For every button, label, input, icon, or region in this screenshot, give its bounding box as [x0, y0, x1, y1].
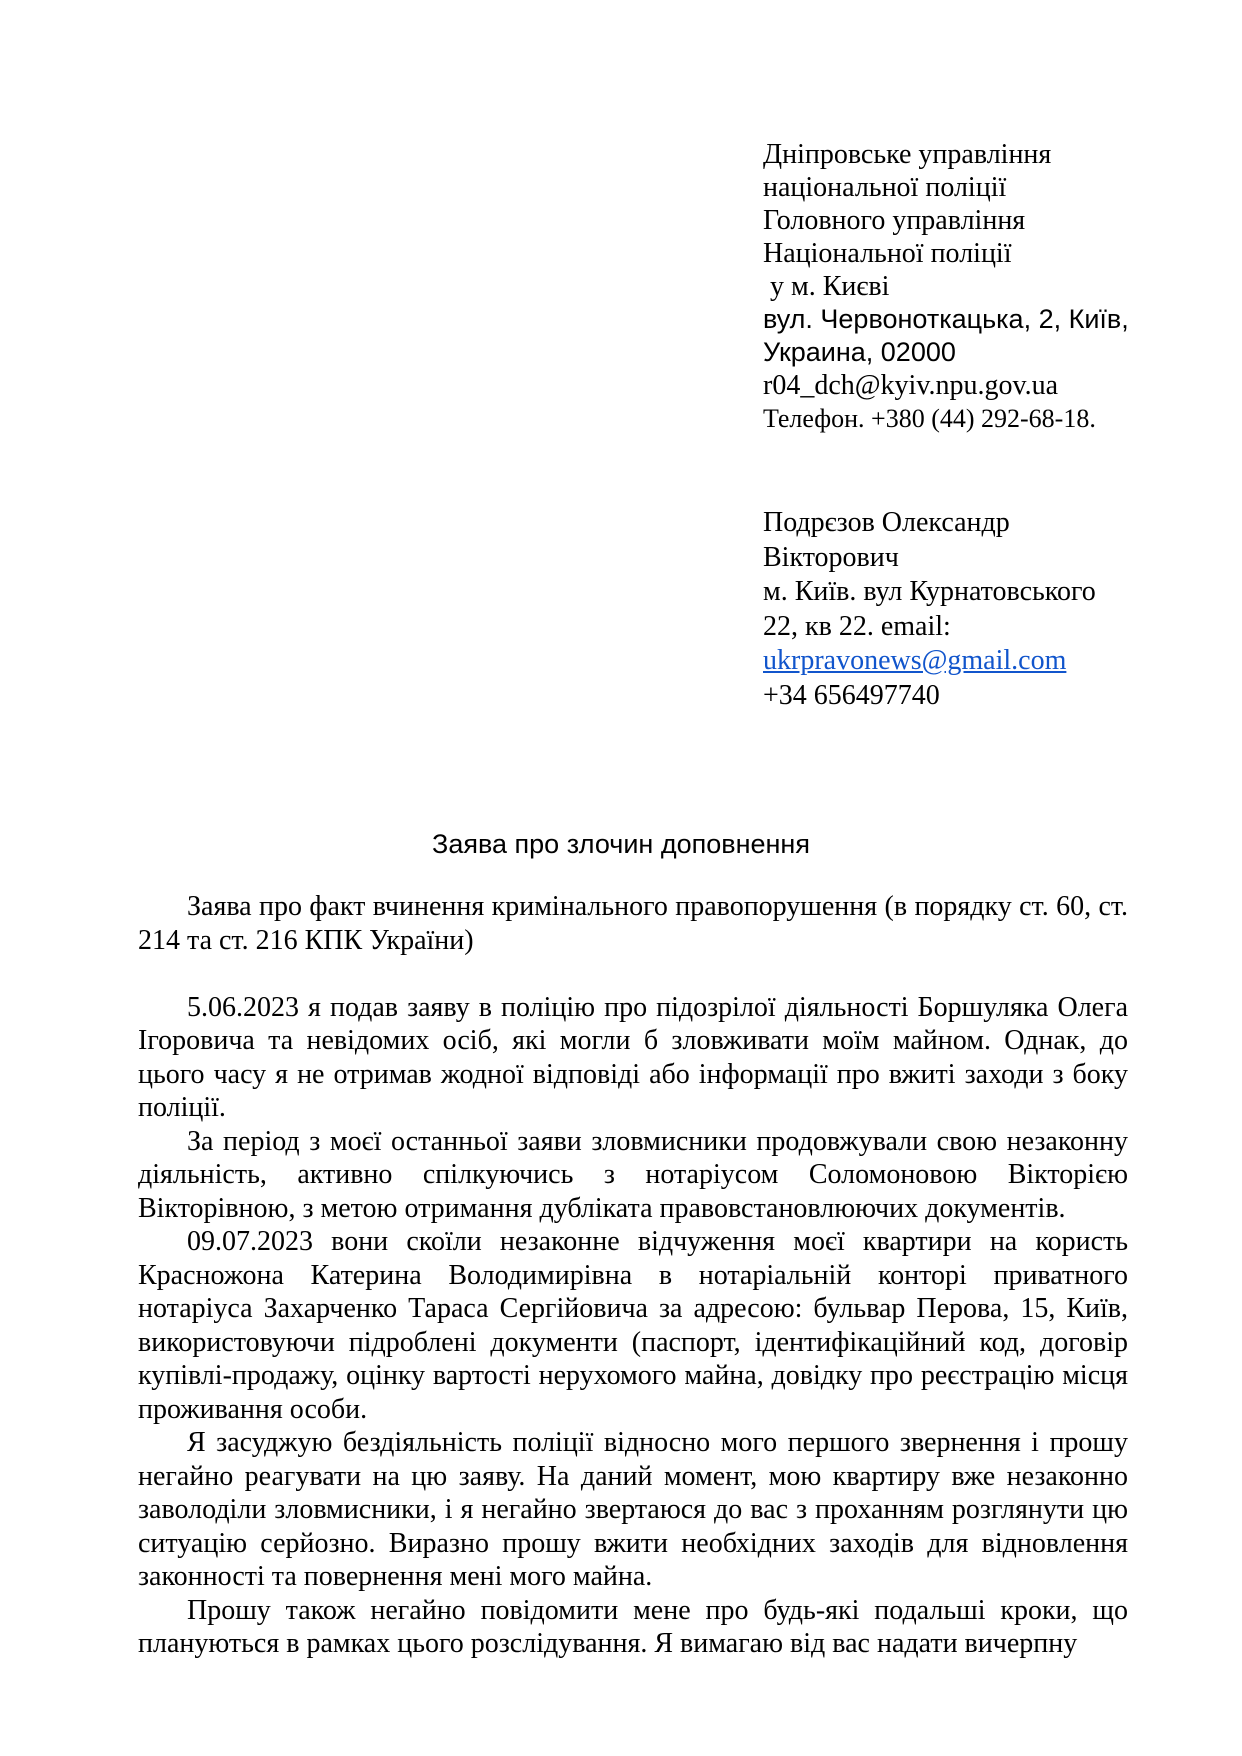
- sender-name-line: Вікторович: [763, 541, 899, 573]
- body-paragraph: Я засуджую бездіяльність поліції відносно мого першого звернення і прошу негайно реагувати на цю заяву. На даний момент, мою квартиру вже незаконно заволоділи зловмисники, і я негайно звертаюся до вас з проханням розглянути цю ситуацію серйозно. Виразно прошу вжити необхідних заходів для відновлення законності та повернення мені мого майна.: [138, 1427, 1128, 1592]
- sender-email-link[interactable]: ukrpravonews@gmail.com: [763, 645, 1067, 676]
- recipient-phone: Телефон. +380 (44) 292-68-18.: [763, 404, 1096, 433]
- body-paragraph-intro: Заява про факт вчинення кримінального правопорушення (в порядку ст. 60, ст. 214 та ст. 216 КПК України): [138, 891, 1128, 956]
- recipient-line: Головного управління: [763, 205, 1026, 236]
- recipient-address-block: [763, 138, 1163, 435]
- document-body: [138, 890, 1128, 1661]
- body-paragraph: 09.07.2023 вони скоїли незаконне відчуження моєї квартири на користь Красножона Катерина Володимирівна в нотаріальній конторі приватного нотаріуса Захарченко Тараса Сергійовича за адресою: бульвар Перова, 15, Київ, використовуючи підроблені документи (паспорт, ідентифікаційний код, договір купівлі-продажу, оцінку вартості нерухомого майна, довідку про реєстрацію місця проживання особи.: [138, 1226, 1128, 1425]
- recipient-line: Дніпровське управління: [763, 139, 1052, 170]
- sender-name-line: Подрєзов Олександр: [763, 507, 1010, 538]
- recipient-email: r04_dch@kyiv.npu.gov.ua: [763, 370, 1059, 401]
- body-paragraph: Прошу також негайно повідомити мене про будь-які подальші кроки, що плануються в рамках цього розслідування. Я вимагаю від вас надати вичерпну: [138, 1594, 1128, 1659]
- recipient-city-line: Украина, 02000: [763, 337, 956, 367]
- sender-apartment-line: 22, кв 22. email:: [763, 610, 951, 642]
- sender-street-line: м. Київ. вул Курнатовського: [763, 576, 1096, 607]
- sender-phone: +34 656497740: [763, 679, 940, 711]
- document-title: Заява про злочин доповнення: [432, 829, 810, 859]
- body-paragraph: 5.06.2023 я подав заяву в поліцію про підозрілої діяльності Боршуляка Олега Ігоровича та невідомих осіб, які могли б зловживати моїм майном. Однак, до цього часу я не отримав жодної відповіді або інформації про вжиті заходи з боку поліції.: [138, 991, 1128, 1123]
- recipient-line: у м. Києві: [763, 271, 890, 302]
- body-paragraph: За період з моєї останньої заяви зловмисники продовжували свою незаконну діяльність, активно спілкуючись з нотаріусом Соломоновою Вікторією Вікторівною, з метою отримання дубліката правовстановлюючих документів.: [138, 1125, 1128, 1224]
- recipient-street-line: вул. Червоноткацька, 2, Київ,: [763, 304, 1129, 334]
- recipient-line: Національної поліції: [763, 238, 1012, 269]
- sender-address-block: [763, 506, 1163, 713]
- recipient-line: національної поліції: [763, 172, 1007, 203]
